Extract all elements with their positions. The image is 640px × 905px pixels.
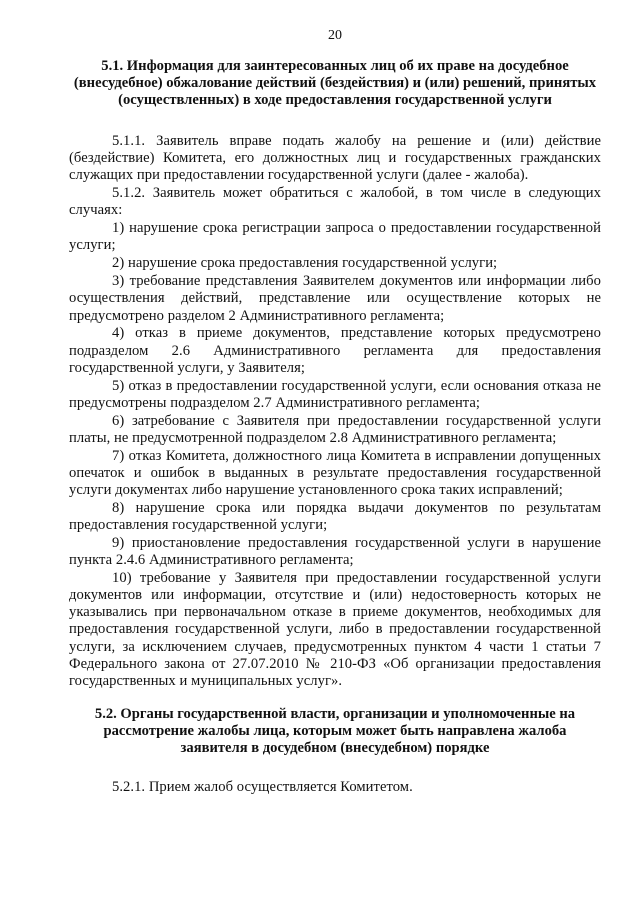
paragraph-5-2-1: 5.2.1. Прием жалоб осуществляется Комитетом. bbox=[112, 778, 413, 795]
list-item-5: 5) отказ в предоставлении государственной услуги, если основания отказа не предусмотрены подразделом 2.7 Административного регламента; bbox=[69, 377, 601, 411]
list-item-10: 10) требование у Заявителя при предоставлении государственной услуги документов или информации, отсутствие и (или) недостоверность которых не указывались при первоначальном отказе в приеме документов, необходимых для предоставления государственной услуги, либо в предоставлении государственной услуги, за исключением случаев, предусмотренных пунктом 4 части 1 статьи 7 Федерального закона от 27.07.2010 № 210-ФЗ «Об организации предоставления государственных и муниципальных услуг». bbox=[69, 570, 601, 689]
list-item-1: 1) нарушение срока регистрации запроса о предоставлении государственной услуги; bbox=[69, 220, 601, 254]
paragraph-5-1-2: 5.1.2. Заявитель может обратиться с жалобой, в том числе в следующих случаях: bbox=[69, 185, 601, 219]
paragraph-5-1-1: 5.1.1. Заявитель вправе подать жалобу на решение и (или) действие (бездействие) Комитета, его должностных лиц и государственных гражданских служащих при предоставлении государственной услуги (далее - жалоба). bbox=[69, 133, 601, 184]
list-item-4: 4) отказ в приеме документов, представление которых предусмотрено подразделом 2.6 Административного регламента для предоставления государственной услуги, у Заявителя; bbox=[69, 325, 601, 376]
document-page bbox=[69, 28, 601, 796]
list-item-9: 9) приостановление предоставления государственной услуги в нарушение пункта 2.4.6 Административного регламента; bbox=[69, 535, 601, 569]
page-number: 20 bbox=[328, 28, 342, 43]
list-item-7: 7) отказ Комитета, должностного лица Комитета в исправлении допущенных опечаток и ошибок в выданных в результате предоставления государственной услуги документах либо нарушение установленного срока таких исправлений; bbox=[69, 447, 601, 498]
section-heading-5-1: 5.1. Информация для заинтересованных лиц об их праве на досудебное (внесудебное) обжалование действий (бездействия) и (или) решений, принятых (осуществленных) в ходе предоставления государственной услуги bbox=[73, 58, 597, 108]
list-item-2: 2) нарушение срока предоставления государственной услуги; bbox=[112, 255, 498, 272]
list-item-3: 3) требование представления Заявителем документов или информации либо осуществления действий, представление или осуществление которых не предусмотрено разделом 2 Административного регламента; bbox=[69, 273, 601, 324]
list-item-6: 6) затребование с Заявителя при предоставлении государственной услуги платы, не предусмотренной подразделом 2.8 Административного регламента; bbox=[69, 412, 601, 446]
section-heading-5-2: 5.2. Органы государственной власти, организации и уполномоченные на рассмотрение жалобы лица, которым может быть направлена жалоба заявителя в досудебном (внесудебном) порядке bbox=[94, 705, 576, 756]
list-item-8: 8) нарушение срока или порядка выдачи документов по результатам предоставления государственной услуги; bbox=[69, 499, 601, 534]
